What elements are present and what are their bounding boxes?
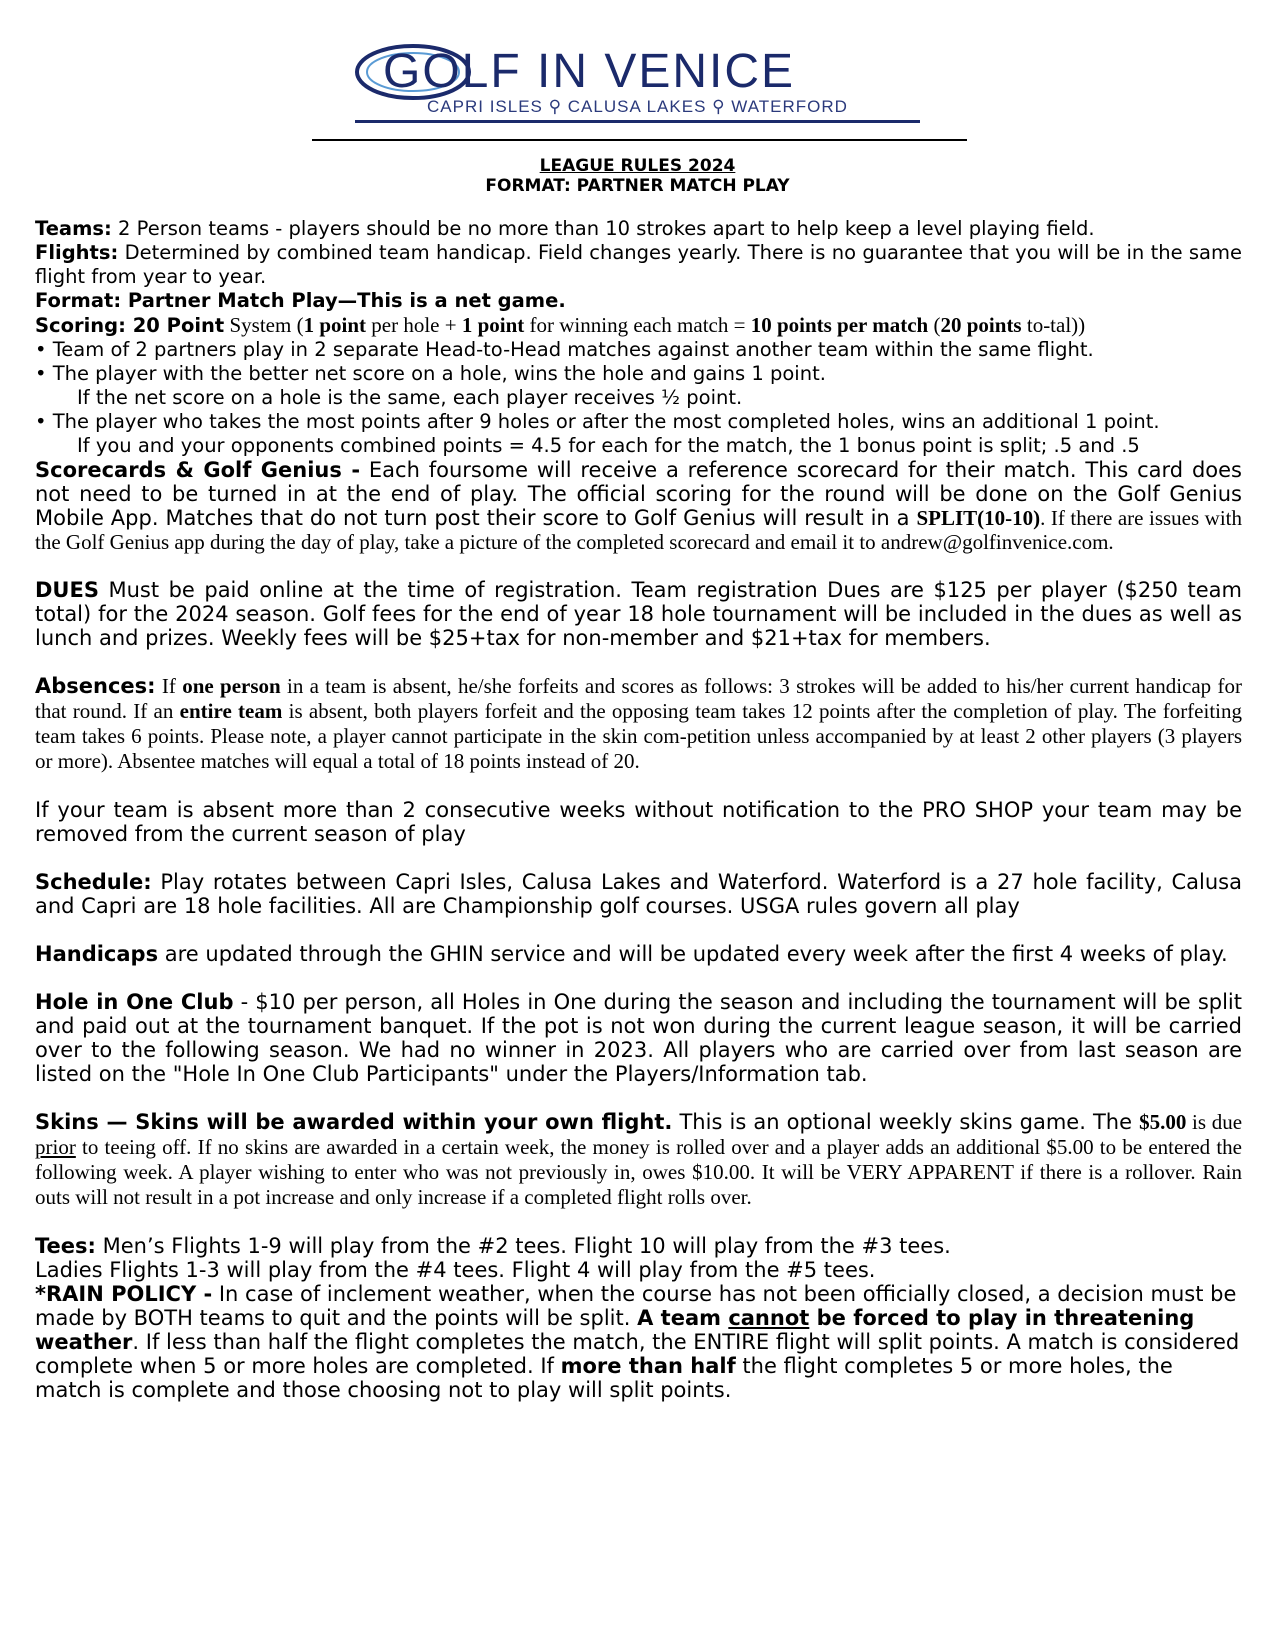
schedule-label: Schedule:	[35, 870, 152, 894]
handicaps-text: are updated through the GHIN service and will be updated every week after the first 4 weeks of play.	[158, 942, 1228, 966]
hole-in-one-text: - $10 per person, all Holes in One during the season and including the tournament will be split and paid out at the tournament banquet. If the pot is not won during the current league season, it will be carried over to the following season. We had no winner in 2023. All players who are carried over from last season are listed on the "Hole In One Club Participants" under the Players/Information tab.	[35, 990, 1242, 1086]
logo-subtitle: CAPRI ISLES ⚲ CALUSA LAKES ⚲ WATERFORD	[427, 97, 848, 116]
format-heading: FORMAT: PARTNER MATCH PLAY	[485, 176, 790, 196]
flights-rule	[35, 241, 1242, 289]
rain-bold-1: A team	[637, 1306, 729, 1330]
scoring-text-2: per hole +	[366, 313, 462, 337]
flights-text: Determined by combined team handicap. Field changes yearly. There is no guarantee that you will be in the same flight from year to year.	[35, 241, 1242, 288]
scorecards-text: Each foursome will receive a reference scorecard for their match. This card does not need to be turned in at the end of play. The official scoring for the round will be done on the Golf Genius Mobile App. Matches that do not turn post their score to Golf Genius will result in a	[35, 458, 1242, 530]
hole-in-one-rule	[35, 990, 1242, 1086]
rain-bold-cannot: cannot	[728, 1306, 810, 1330]
dues-label: DUES	[35, 578, 99, 602]
schedule-rule	[35, 870, 1242, 918]
bullet-bonus-point: • The player who takes the most points after 9 holes or after the most completed holes, wins an additional 1 point.	[35, 410, 1160, 433]
logo-title: GOLF IN VENICE	[383, 45, 796, 98]
tees-ladies: Ladies Flights 1-3 will play from the #4 tees. Flight 4 will play from the #5 tees.	[35, 1258, 876, 1282]
scoring-bold-3: 10 points per match	[750, 313, 929, 337]
rain-text-2: . If less than half the flight completes the match, the ENTIRE flight will split points. A match is considered complete when 5 or more holes are completed. If	[35, 1330, 1240, 1378]
tees-text: Men’s Flights 1-9 will play from the #2 tees. Flight 10 will play from the #3 tees.	[95, 1234, 951, 1258]
handicaps-label: Handicaps	[35, 942, 159, 966]
scorecards-split: SPLIT(10-10)	[916, 506, 1041, 530]
rules-body	[35, 217, 1242, 1402]
skins-label: Skins — Skins will be awarded within your own flight.	[35, 1110, 673, 1134]
flights-label: Flights:	[35, 241, 119, 264]
skins-rule	[35, 1110, 1242, 1210]
scoring-label: Scoring: 20 Point	[35, 314, 225, 337]
absences-rule	[35, 674, 1242, 774]
scoring-rule	[35, 313, 1242, 338]
dues-text: Must be paid online at the time of registration. Team registration Dues are $125 per player ($250 team total) for the 2024 season. Golf fees for the end of year 18 hole tournament will be included in the dues as well as lunch and prizes. Weekly fees will be $25+tax for non-member and $21+tax for members.	[35, 578, 1242, 650]
absences-label: Absences:	[35, 674, 156, 698]
scorecards-label: Scorecards & Golf Genius -	[35, 458, 361, 482]
bullet-net-score-sub: If the net score on a hole is the same, each player receives ½ point.	[77, 386, 743, 409]
scorecards-tail: . If there are issues with the Golf Genius app during the day of play, take a picture of the completed scorecard and email it to andrew@golfinvenice.com.	[35, 506, 1242, 554]
tees-rule	[35, 1234, 1242, 1258]
bullet-bonus-point-sub: If you and your opponents combined points = 4.5 for each for the match, the 1 bonus point is split; .5 and .5	[77, 434, 1140, 457]
schedule-text: Play rotates between Capri Isles, Calusa Lakes and Waterford. Waterford is a 27 hole facility, Calusa and Capri are 18 hole facilities. All are Championship golf courses. USGA rules govern all play	[35, 870, 1242, 918]
skins-text-3: to teeing off. If no skins are awarded in a certain week, the money is rolled over and a player adds an additional $5.00 to be entered the following week. A player wishing to enter who was not previously in, owes $10.00. It will be VERY APPARENT if there is a rollover. Rain outs will not result in a pot increase and only increase if a completed flight rolls over.	[35, 1135, 1242, 1209]
golf-in-venice-logo	[355, 34, 920, 126]
absent-weeks-rule: If your team is absent more than 2 consecutive weeks without notification to the PRO SHOP your team may be removed from the current season of play	[35, 798, 1242, 846]
absences-bold-1: one person	[182, 674, 281, 698]
absences-text-2: in a team is absent, he/she forfeits and scores as follows: 3 strokes will be added to his/her current handicap for that round. If an	[35, 674, 1242, 723]
rain-text-3: the flight completes 5 or more holes, the match is complete and those choosing not to play will split points.	[35, 1354, 1173, 1402]
teams-label: Teams:	[35, 217, 112, 240]
format-rule: Format: Partner Match Play—This is a net game.	[35, 289, 566, 312]
bullet-net-score: • The player with the better net score on a hole, wins the hole and gains 1 point.	[35, 362, 826, 385]
scoring-text-5: to-tal))	[1021, 313, 1086, 337]
teams-text: 2 Person teams - players should be no more than 10 strokes apart to help keep a level playing field.	[111, 217, 1095, 240]
absences-text-3: is absent, both players forfeit and the opposing team takes 12 points after the completion of play. The forfeiting team takes 6 points. Please note, a player cannot participate in the skin com-petition unless accompanied by at least 2 other players (3 players or more). Absentee matches will equal a total of 18 points instead of 20.	[35, 699, 1243, 773]
rain-bold-3: more than half	[560, 1354, 736, 1378]
header-divider	[312, 139, 967, 141]
scoring-text-3: for winning each match =	[524, 313, 751, 337]
rain-policy-label: *RAIN POLICY -	[35, 1282, 213, 1306]
hole-in-one-label: Hole in One Club	[35, 990, 234, 1014]
bullet-head-to-head: • Team of 2 partners play in 2 separate Head-to-Head matches against another team within the same flight.	[35, 338, 1094, 361]
skins-bold-1: $5.00	[1139, 1110, 1187, 1134]
skins-underline-prior: prior	[35, 1135, 76, 1159]
rain-policy-rule	[35, 1282, 1242, 1402]
scoring-bold-1: 1 point	[303, 313, 367, 337]
rain-bold-2: be forced to play in threatening weather	[35, 1306, 1195, 1354]
scoring-bold-2: 1 point	[461, 313, 525, 337]
scoring-text-4: (	[928, 313, 941, 337]
document-title	[0, 156, 1275, 196]
tees-label: Tees:	[35, 1234, 96, 1258]
rain-text-1: In case of inclement weather, when the course has not been officially closed, a decision must be made by BOTH teams to quit and the points will be split.	[35, 1282, 1237, 1330]
handicaps-rule	[35, 942, 1242, 966]
dues-rule	[35, 578, 1242, 650]
skins-text-2: is due	[1186, 1110, 1243, 1134]
scorecards-rule	[35, 458, 1242, 554]
scoring-text-1: System (	[224, 313, 304, 337]
league-rules-heading: LEAGUE RULES 2024	[539, 156, 736, 176]
scoring-bold-4: 20 points	[940, 313, 1022, 337]
absences-text-1: If	[155, 674, 183, 698]
teams-rule	[35, 217, 1242, 241]
skins-text-1: This is an optional weekly skins game. The	[672, 1110, 1140, 1134]
absences-bold-2: entire team	[179, 699, 283, 723]
